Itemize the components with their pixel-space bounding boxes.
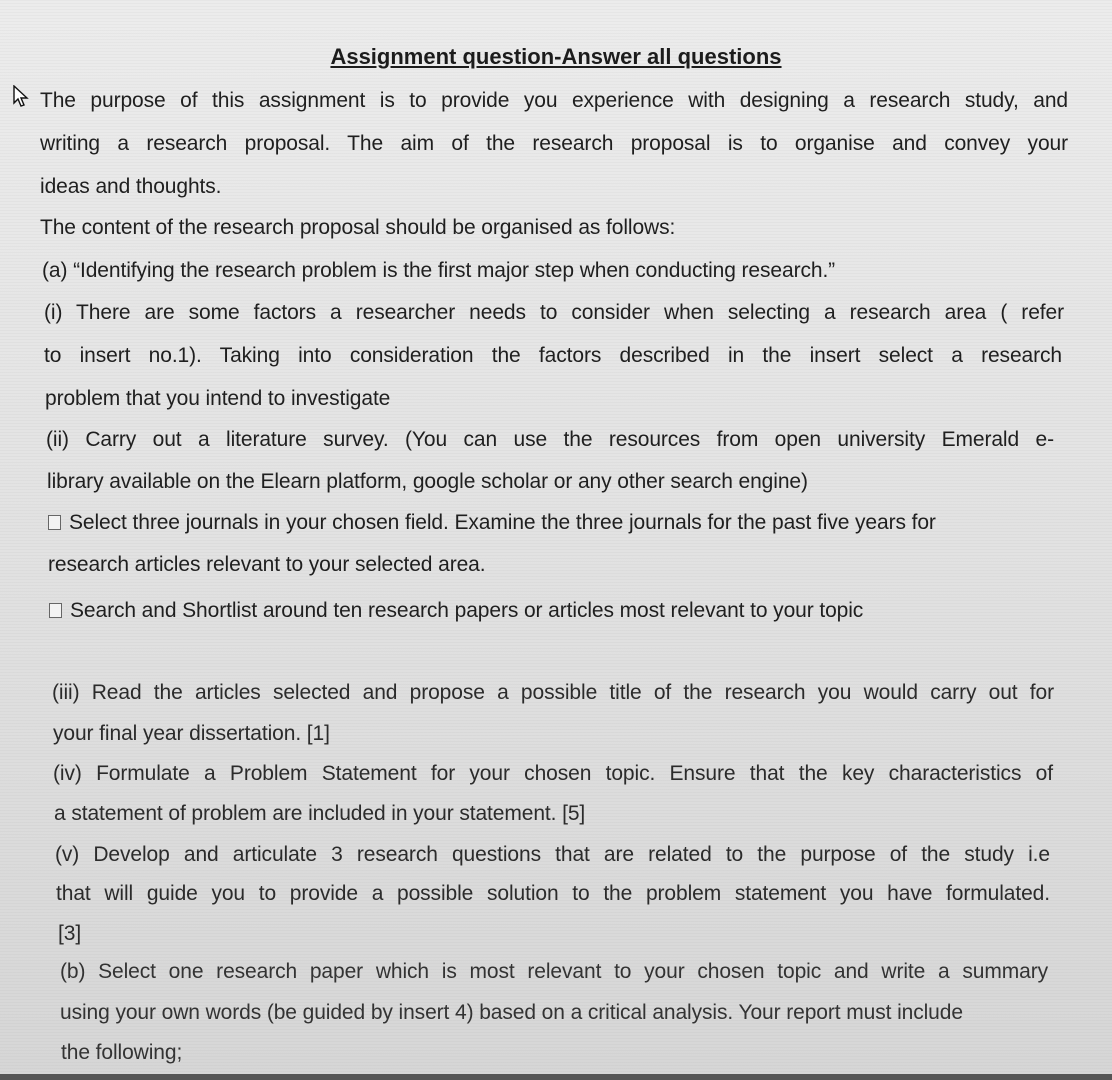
text-line: your final year dissertation. [1] <box>53 722 330 745</box>
checkbox-bullet-icon <box>48 515 61 530</box>
text-line: (ii) Carry out a literature survey. (You can use the resources from open university Emerald e- <box>46 428 1054 451</box>
text-line: [3] <box>58 922 82 945</box>
text-line: that will guide you to provide a possible solution to the problem statement you have formulated. <box>56 882 1050 905</box>
bullet-item <box>48 511 936 535</box>
text-line: a statement of problem are included in your statement. [5] <box>54 802 586 825</box>
checkbox-bullet-icon <box>49 603 62 618</box>
mouse-pointer-icon <box>12 85 30 107</box>
bullet-text: Search and Shortlist around ten research papers or articles most relevant to your topic <box>70 599 864 622</box>
text-line: The content of the research proposal should be organised as follows: <box>40 216 676 239</box>
text-line: (i) There are some factors a researcher needs to consider when selecting a research area ( refer <box>44 301 1064 324</box>
text-line: (iv) Formulate a Problem Statement for your chosen topic. Ensure that the key characteristics of <box>53 762 1053 785</box>
text-line: The purpose of this assignment is to provide you experience with designing a research study, and <box>40 89 1068 112</box>
text-line: (b) Select one research paper which is most relevant to your chosen topic and write a summary <box>60 960 1048 983</box>
page-title: Assignment question-Answer all questions <box>330 44 782 69</box>
bullet-item <box>49 599 863 623</box>
text-line: research articles relevant to your selected area. <box>48 553 486 576</box>
text-line: the following; <box>61 1041 183 1064</box>
text-line: library available on the Elearn platform, google scholar or any other search engine) <box>47 470 808 493</box>
text-line: (iii) Read the articles selected and propose a possible title of the research you would carry out for <box>52 681 1054 704</box>
text-line: (v) Develop and articulate 3 research questions that are related to the purpose of the study i.e <box>55 843 1050 866</box>
text-line: (a) “Identifying the research problem is the first major step when conducting research.” <box>42 259 836 282</box>
text-line: to insert no.1). Taking into consideration the factors described in the insert select a research <box>44 344 1062 367</box>
text-line: writing a research proposal. The aim of the research proposal is to organise and convey your <box>40 132 1068 155</box>
text-line: problem that you intend to investigate <box>45 387 391 410</box>
text-line: ideas and thoughts. <box>40 175 222 198</box>
bullet-text: Select three journals in your chosen field. Examine the three journals for the past five years for <box>69 511 936 534</box>
text-line: using your own words (be guided by insert 4) based on a critical analysis. Your report must include <box>60 1001 963 1024</box>
monitor-bezel <box>0 1074 1112 1080</box>
